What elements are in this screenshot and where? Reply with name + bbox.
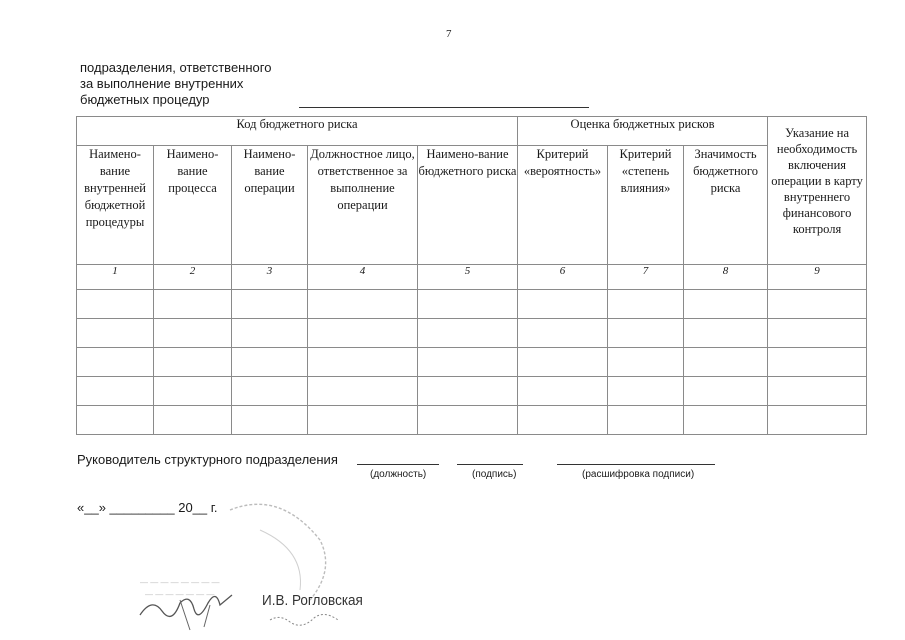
signature-caption: (подпись) <box>472 469 517 480</box>
table-row <box>77 377 867 406</box>
column-header: Наимено-вание операции <box>232 146 308 265</box>
header-line: бюджетных процедур <box>80 92 210 107</box>
position-underline <box>357 464 439 465</box>
signature-underline <box>457 464 523 465</box>
header-text <box>80 60 271 108</box>
table-row <box>77 319 867 348</box>
column-number: 2 <box>154 265 232 290</box>
column-header: Критерий «степень влияния» <box>608 146 684 265</box>
column-header: Наимено-вание процесса <box>154 146 232 265</box>
column-number: 1 <box>77 265 154 290</box>
column-header: Наимено-вание бюджетного риска <box>418 146 518 265</box>
group-header-control-map: Указание на необходимость включения операции в карту внутреннего финансового контроля <box>768 117 867 265</box>
column-number: 7 <box>608 265 684 290</box>
page-number: 7 <box>446 28 452 40</box>
stamp-graphic <box>120 490 380 640</box>
stamp-name: И.В. Рогловская <box>262 592 363 609</box>
column-header: Значимость бюджетного риска <box>684 146 768 265</box>
signature-label: Руководитель структурного подразделения <box>77 452 338 467</box>
column-number: 8 <box>684 265 768 290</box>
column-header: Критерий «вероятность» <box>518 146 608 265</box>
group-header-risk-assessment: Оценка бюджетных рисков <box>518 117 768 146</box>
header-line: за выполнение внутренних <box>80 76 244 91</box>
column-number: 5 <box>418 265 518 290</box>
column-number-row <box>77 265 867 290</box>
group-header-risk-code: Код бюджетного риска <box>77 117 518 146</box>
column-number: 4 <box>308 265 418 290</box>
column-header: Наимено-вание внутренней бюджетной процедуры <box>77 146 154 265</box>
header-underline <box>299 107 589 108</box>
budget-risk-table <box>76 116 867 435</box>
position-caption: (должность) <box>370 469 427 480</box>
table-row <box>77 406 867 435</box>
header-line: подразделения, ответственного <box>80 60 272 75</box>
table-row <box>77 290 867 319</box>
column-number: 6 <box>518 265 608 290</box>
name-underline <box>557 464 715 465</box>
column-header: Должностное лицо, ответственное за выполнение операции <box>308 146 418 265</box>
name-caption: (расшифровка подписи) <box>582 469 695 480</box>
date-line: «__» _________ 20__ г. <box>77 500 218 515</box>
column-number: 3 <box>232 265 308 290</box>
column-number: 9 <box>768 265 867 290</box>
table-row <box>77 348 867 377</box>
